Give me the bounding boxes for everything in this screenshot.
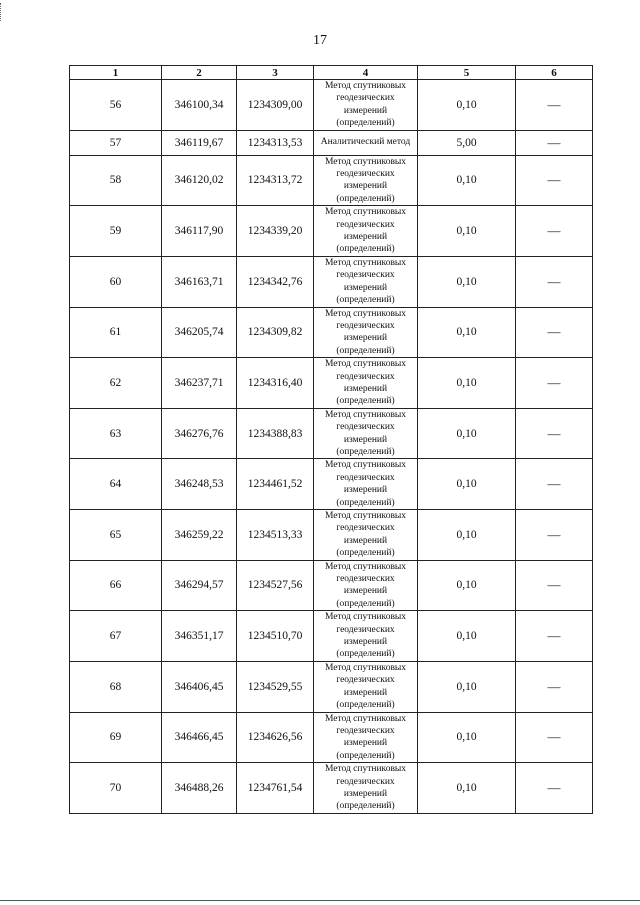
method-cell: Метод спутниковых геодезических измерений (определений) bbox=[314, 661, 418, 712]
point-number-cell: 64 bbox=[70, 459, 162, 510]
note-cell: — bbox=[516, 560, 593, 611]
y-coordinate-cell: 1234313,72 bbox=[237, 155, 314, 206]
accuracy-cell: 5,00 bbox=[418, 130, 516, 155]
accuracy-cell: 0,10 bbox=[418, 206, 516, 257]
header-row bbox=[70, 66, 593, 80]
accuracy-cell: 0,10 bbox=[418, 611, 516, 662]
x-coordinate-cell: 346100,34 bbox=[162, 80, 237, 131]
y-coordinate-cell: 1234510,70 bbox=[237, 611, 314, 662]
accuracy-cell: 0,10 bbox=[418, 560, 516, 611]
note-cell: — bbox=[516, 510, 593, 561]
header-col-1: 1 bbox=[70, 66, 162, 80]
point-number-cell: 67 bbox=[70, 611, 162, 662]
table-row bbox=[70, 459, 593, 510]
x-coordinate-cell: 346205,74 bbox=[162, 307, 237, 358]
table-body bbox=[70, 80, 593, 814]
x-coordinate-cell: 346163,71 bbox=[162, 256, 237, 307]
point-number-cell: 68 bbox=[70, 661, 162, 712]
table-row bbox=[70, 408, 593, 459]
table-row bbox=[70, 661, 593, 712]
header-col-6: 6 bbox=[516, 66, 593, 80]
x-coordinate-cell: 346351,17 bbox=[162, 611, 237, 662]
x-coordinate-cell: 346119,67 bbox=[162, 130, 237, 155]
header-col-2: 2 bbox=[162, 66, 237, 80]
y-coordinate-cell: 1234761,54 bbox=[237, 763, 314, 814]
method-cell: Метод спутниковых геодезических измерений (определений) bbox=[314, 459, 418, 510]
note-cell: — bbox=[516, 206, 593, 257]
table-row bbox=[70, 256, 593, 307]
table-row bbox=[70, 130, 593, 155]
note-cell: — bbox=[516, 763, 593, 814]
scan-edge-mark bbox=[0, 3, 3, 21]
accuracy-cell: 0,10 bbox=[418, 155, 516, 206]
y-coordinate-cell: 1234527,56 bbox=[237, 560, 314, 611]
point-number-cell: 59 bbox=[70, 206, 162, 257]
method-cell: Метод спутниковых геодезических измерений (определений) bbox=[314, 206, 418, 257]
table-row bbox=[70, 560, 593, 611]
y-coordinate-cell: 1234626,56 bbox=[237, 712, 314, 763]
y-coordinate-cell: 1234529,55 bbox=[237, 661, 314, 712]
x-coordinate-cell: 346248,53 bbox=[162, 459, 237, 510]
accuracy-cell: 0,10 bbox=[418, 459, 516, 510]
accuracy-cell: 0,10 bbox=[418, 510, 516, 561]
table-row bbox=[70, 712, 593, 763]
point-number-cell: 57 bbox=[70, 130, 162, 155]
accuracy-cell: 0,10 bbox=[418, 307, 516, 358]
note-cell: — bbox=[516, 155, 593, 206]
coordinates-table bbox=[69, 65, 593, 814]
accuracy-cell: 0,10 bbox=[418, 256, 516, 307]
table-row bbox=[70, 307, 593, 358]
note-cell: — bbox=[516, 130, 593, 155]
method-cell: Метод спутниковых геодезических измерений (определений) bbox=[314, 80, 418, 131]
point-number-cell: 70 bbox=[70, 763, 162, 814]
accuracy-cell: 0,10 bbox=[418, 80, 516, 131]
table-row bbox=[70, 763, 593, 814]
method-cell: Метод спутниковых геодезических измерений (определений) bbox=[314, 712, 418, 763]
point-number-cell: 62 bbox=[70, 358, 162, 409]
method-cell: Аналитический метод bbox=[314, 130, 418, 155]
table-row bbox=[70, 510, 593, 561]
x-coordinate-cell: 346117,90 bbox=[162, 206, 237, 257]
accuracy-cell: 0,10 bbox=[418, 763, 516, 814]
note-cell: — bbox=[516, 358, 593, 409]
method-cell: Метод спутниковых геодезических измерений (определений) bbox=[314, 358, 418, 409]
x-coordinate-cell: 346488,26 bbox=[162, 763, 237, 814]
note-cell: — bbox=[516, 459, 593, 510]
y-coordinate-cell: 1234388,83 bbox=[237, 408, 314, 459]
x-coordinate-cell: 346294,57 bbox=[162, 560, 237, 611]
table-row bbox=[70, 358, 593, 409]
table-row bbox=[70, 206, 593, 257]
method-cell: Метод спутниковых геодезических измерений (определений) bbox=[314, 256, 418, 307]
y-coordinate-cell: 1234316,40 bbox=[237, 358, 314, 409]
method-cell: Метод спутниковых геодезических измерений (определений) bbox=[314, 763, 418, 814]
table-row bbox=[70, 611, 593, 662]
y-coordinate-cell: 1234309,00 bbox=[237, 80, 314, 131]
header-col-4: 4 bbox=[314, 66, 418, 80]
point-number-cell: 58 bbox=[70, 155, 162, 206]
point-number-cell: 56 bbox=[70, 80, 162, 131]
method-cell: Метод спутниковых геодезических измерений (определений) bbox=[314, 408, 418, 459]
accuracy-cell: 0,10 bbox=[418, 358, 516, 409]
note-cell: — bbox=[516, 80, 593, 131]
y-coordinate-cell: 1234309,82 bbox=[237, 307, 314, 358]
accuracy-cell: 0,10 bbox=[418, 712, 516, 763]
x-coordinate-cell: 346466,45 bbox=[162, 712, 237, 763]
page-number: 17 bbox=[313, 33, 327, 48]
note-cell: — bbox=[516, 611, 593, 662]
y-coordinate-cell: 1234339,20 bbox=[237, 206, 314, 257]
method-cell: Метод спутниковых геодезических измерений (определений) bbox=[314, 560, 418, 611]
accuracy-cell: 0,10 bbox=[418, 661, 516, 712]
point-number-cell: 60 bbox=[70, 256, 162, 307]
point-number-cell: 69 bbox=[70, 712, 162, 763]
table-row bbox=[70, 80, 593, 131]
method-cell: Метод спутниковых геодезических измерений (определений) bbox=[314, 510, 418, 561]
point-number-cell: 66 bbox=[70, 560, 162, 611]
x-coordinate-cell: 346276,76 bbox=[162, 408, 237, 459]
y-coordinate-cell: 1234513,33 bbox=[237, 510, 314, 561]
point-number-cell: 61 bbox=[70, 307, 162, 358]
bottom-edge-line bbox=[0, 900, 640, 901]
method-cell: Метод спутниковых геодезических измерений (определений) bbox=[314, 155, 418, 206]
table-row bbox=[70, 155, 593, 206]
y-coordinate-cell: 1234342,76 bbox=[237, 256, 314, 307]
note-cell: — bbox=[516, 712, 593, 763]
method-cell: Метод спутниковых геодезических измерений (определений) bbox=[314, 611, 418, 662]
note-cell: — bbox=[516, 307, 593, 358]
point-number-cell: 65 bbox=[70, 510, 162, 561]
x-coordinate-cell: 346120,02 bbox=[162, 155, 237, 206]
header-col-3: 3 bbox=[237, 66, 314, 80]
header-col-5: 5 bbox=[418, 66, 516, 80]
y-coordinate-cell: 1234313,53 bbox=[237, 130, 314, 155]
y-coordinate-cell: 1234461,52 bbox=[237, 459, 314, 510]
note-cell: — bbox=[516, 661, 593, 712]
x-coordinate-cell: 346406,45 bbox=[162, 661, 237, 712]
note-cell: — bbox=[516, 256, 593, 307]
accuracy-cell: 0,10 bbox=[418, 408, 516, 459]
point-number-cell: 63 bbox=[70, 408, 162, 459]
note-cell: — bbox=[516, 408, 593, 459]
x-coordinate-cell: 346237,71 bbox=[162, 358, 237, 409]
method-cell: Метод спутниковых геодезических измерений (определений) bbox=[314, 307, 418, 358]
x-coordinate-cell: 346259,22 bbox=[162, 510, 237, 561]
